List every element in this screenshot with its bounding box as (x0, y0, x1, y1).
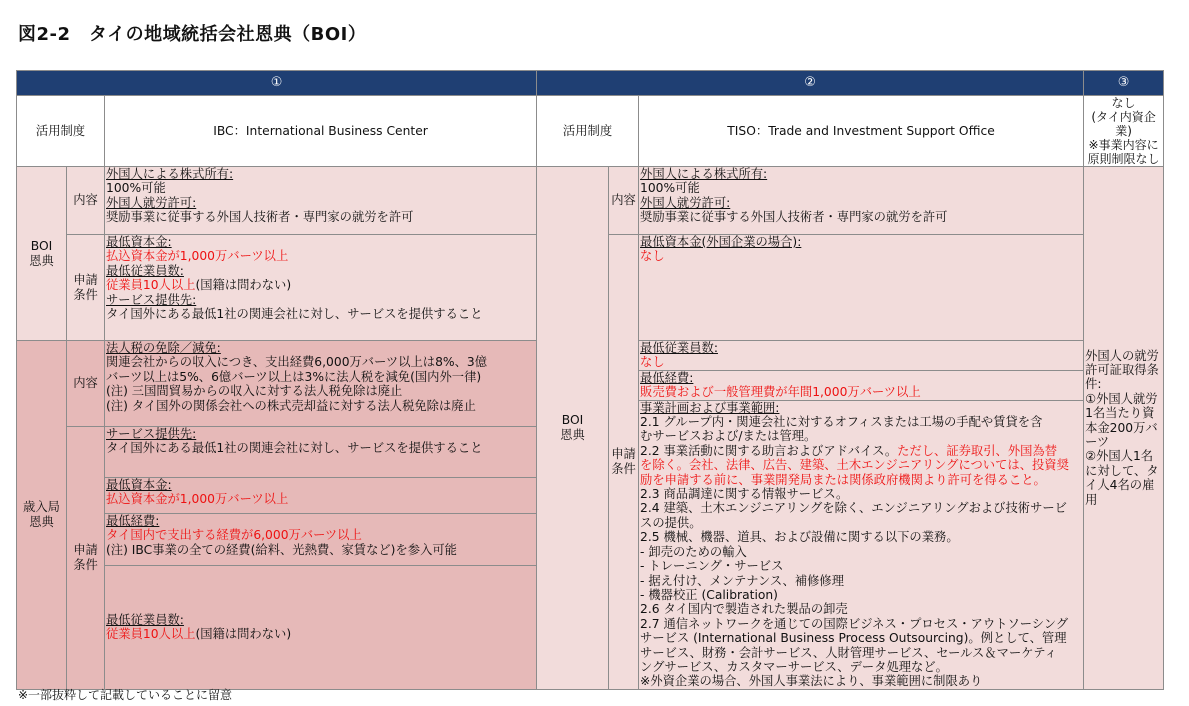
col3-body (1084, 167, 1164, 690)
text-line: スの提供。 (640, 515, 702, 530)
text-line: - トレーニング・サービス (640, 559, 784, 574)
col3-body-line: ①外国人就労1名当たり資本金200万バーツ (1085, 391, 1158, 450)
text-line: 2.1 グループ内・関連会社に対するオフィスまたは工場の手配や賃貸を含 (640, 415, 1043, 430)
col1-rev-apply-b (105, 477, 537, 513)
header-col2: ② (537, 71, 1084, 96)
text-line: 2.4 建築、土木エンジニアリングを除く、エンジニアリングおよび技術サービ (640, 501, 1067, 516)
col2-boi-label-line: 恩典 (560, 427, 585, 442)
col1-rev-apply-label-text (68, 543, 103, 572)
col2-apply-label-line: 条件 (611, 461, 636, 476)
col1-rev-label-text (18, 500, 65, 529)
col1-rev-content-label: 内容 (67, 341, 105, 427)
text-line: 2.3 商品調達に関する情報サービス。 (640, 487, 849, 502)
col1-rev-content (105, 341, 537, 427)
text-line: タイ国外にある最低1社の関連会社に対し、サービスを提供すること (106, 441, 483, 456)
text-line: 最低資本金: (106, 235, 172, 249)
col2-apply-label (609, 235, 639, 690)
col2-boi-label-line: BOI (561, 413, 584, 428)
col1-rev-label (17, 341, 67, 690)
text-line: 最低経費: (640, 370, 694, 385)
text-line: 販売費および一般管理費が年間1,000万バーツ以上 (640, 385, 921, 400)
text-line: 外国人による株式所有: (640, 167, 768, 181)
text-line: 外国人就労許可: (106, 195, 197, 210)
text-line: なし (640, 355, 665, 370)
col1-rev-apply-c (105, 513, 537, 565)
col3-system (1084, 96, 1164, 167)
col1-system-label: 活用制度 (17, 96, 105, 167)
text-line: 最低資本金: (106, 477, 172, 492)
text-line: 2.5 機械、機器、道具、および設備に関する以下の業務。 (640, 530, 959, 545)
col1-boi-label-line: 恩典 (29, 253, 54, 268)
col1-boi-label (17, 167, 67, 341)
col1-boi-apply-label (67, 235, 105, 341)
col2-apply-d (639, 341, 1084, 690)
text-line: 奨励事業に従事する外国人技術者・専門家の就労を許可 (640, 210, 948, 225)
col1-boi-apply (105, 235, 537, 341)
text-line: 法人税の免除／減免: (106, 341, 221, 355)
col1-boi-apply-label-line: 申請 (73, 273, 98, 288)
text-line: 従業員10人以上(国籍は問わない) (106, 278, 292, 293)
text-line: サービス、財務・会計サービス、人財管理サービス、セールス＆マーケティ (640, 645, 1057, 660)
col1-rev-apply-label (67, 427, 105, 690)
text-line: 事業計画および事業範囲: (640, 400, 780, 415)
text-line: 最低従業員数: (106, 263, 184, 278)
col2-apply-label-text (610, 447, 637, 476)
col3-system-text (1085, 96, 1162, 166)
text-line: 励を申請する前に、事業開発局または関係政府機関より許可を得ること。 (640, 472, 1046, 487)
text-line: むサービスおよび/または管理。 (640, 429, 817, 444)
col3-body-line: ②外国人1名に対して、タイ人4名の雇用 (1085, 449, 1159, 507)
text-line: 最低資本金(外国企業の場合): (640, 235, 802, 249)
col3-system-line: (タイ内資企業) (1091, 110, 1156, 138)
text-line: 従業員10人以上(国籍は問わない) (106, 627, 292, 642)
col2-system-label: 活用制度 (537, 96, 639, 167)
col1-system-name: IBC：International Business Center (105, 96, 537, 167)
text-line: 100%可能 (640, 181, 700, 196)
footnote: ※一部抜粋して記載していることに留意 (18, 688, 233, 702)
text-line: - 機器校正 (Calibration) (640, 587, 778, 602)
col2-boi-label (537, 167, 609, 690)
col1-boi-apply-label-text (68, 273, 103, 302)
col1-boi-label-text (18, 239, 65, 268)
col1-rev-label-line: 恩典 (29, 514, 54, 529)
col1-boi-apply-label-line: 条件 (73, 287, 98, 302)
col2-content-label: 内容 (609, 167, 639, 235)
text-line: 払込資本金が1,000万バーツ以上 (106, 492, 289, 507)
text-line: 100%可能 (106, 181, 166, 196)
text-line: 2.7 通信ネットワークを通じての国際ビジネス・プロセス・アウトソーシング (640, 616, 1069, 631)
text-line: 2.6 タイ国内で製造された製品の卸売 (640, 602, 848, 617)
text-line: ※外資企業の場合、外国人事業法により、事業範囲に制限あり (640, 674, 983, 689)
text-line: サービス (International Business Process Outsourcing)。例として、管理 (640, 631, 1067, 646)
col1-rev-apply-label-line: 条件 (73, 557, 98, 572)
text-line: 2.2 事業活動に関する助言およびアドバイス。ただし、証券取引、外国為替 (640, 443, 1058, 458)
text-line: バーツ以上は5%、6億バーツ以上は3%に法人税を減免(国内外一律) (106, 369, 482, 384)
col1-rev-apply-a (105, 427, 537, 478)
text-line: (注) タイ国外の関係会社への株式売却益に対する法人税免除は廃止 (106, 398, 476, 413)
text-line: サービス提供先: (106, 427, 197, 441)
header-col3: ③ (1084, 71, 1164, 96)
text-line: ングサービス、カスタマーサービス、データ処理など。 (640, 659, 948, 674)
text-line: (注) 三国間貿易からの収入に対する法人税免除は廃止 (106, 384, 403, 399)
text-line: - 卸売のための輸入 (640, 544, 747, 559)
col2-system-name: TISO：Trade and Investment Support Office (639, 96, 1084, 167)
text-line: 外国人就労許可: (640, 195, 731, 210)
text-line: 奨励事業に従事する外国人技術者・専門家の就労を許可 (106, 210, 414, 225)
text-line: 外国人による株式所有: (106, 167, 234, 181)
col1-boi-content (105, 167, 537, 235)
col2-apply-b (639, 341, 1083, 371)
col2-content (639, 167, 1084, 235)
text-line: サービス提供先: (106, 292, 197, 307)
text-line: 最低従業員数: (640, 341, 718, 355)
col1-rev-label-line: 歳入局 (23, 500, 60, 515)
col1-rev-apply-label-line: 申請 (73, 543, 98, 558)
text-line: タイ国外にある最低1社の関連会社に対し、サービスを提供すること (106, 307, 483, 322)
col2-apply-label-line: 申請 (611, 447, 636, 462)
col1-rev-apply-d (105, 565, 537, 689)
page-title: 図2-2 タイの地域統括会社恩典（BOI） (18, 24, 367, 45)
text-line: 関連会社からの収入につき、支出経費6,000万バーツ以上は8%、3億 (106, 355, 488, 370)
col1-boi-content-label: 内容 (67, 167, 105, 235)
col3-system-line: なし (1111, 96, 1136, 110)
text-line: タイ国内で支出する経費が6,000万バーツ以上 (106, 528, 362, 543)
text-line: 払込資本金が1,000万バーツ以上 (106, 249, 289, 264)
text-line: 最低従業員数: (106, 612, 184, 627)
text-line: 最低経費: (106, 513, 160, 528)
header-col1: ① (17, 71, 537, 96)
boi-benefits-table (16, 70, 1164, 690)
text-line: - 据え付け、メンテナンス、補修修理 (640, 573, 845, 588)
col2-apply-c (639, 371, 1083, 401)
text-line: なし (640, 249, 665, 264)
text-line: (注) IBC事業の全ての経費(給料、光熱費、家賃など)を参入可能 (106, 542, 457, 557)
col2-boi-label-text (538, 413, 607, 442)
col3-system-line: ※事業内容に原則制限なし (1087, 138, 1160, 166)
col2-apply-a (639, 235, 1084, 341)
col3-body-line: 外国人の就労許可証取得条件: (1085, 348, 1159, 392)
col1-boi-label-line: BOI (30, 239, 53, 254)
col2-apply-d-list (640, 401, 1082, 689)
col3-body-text (1085, 349, 1162, 507)
text-line: を除く。会社、法律、広告、建築、土木エンジニアリングについては、投資奨 (640, 458, 1069, 473)
